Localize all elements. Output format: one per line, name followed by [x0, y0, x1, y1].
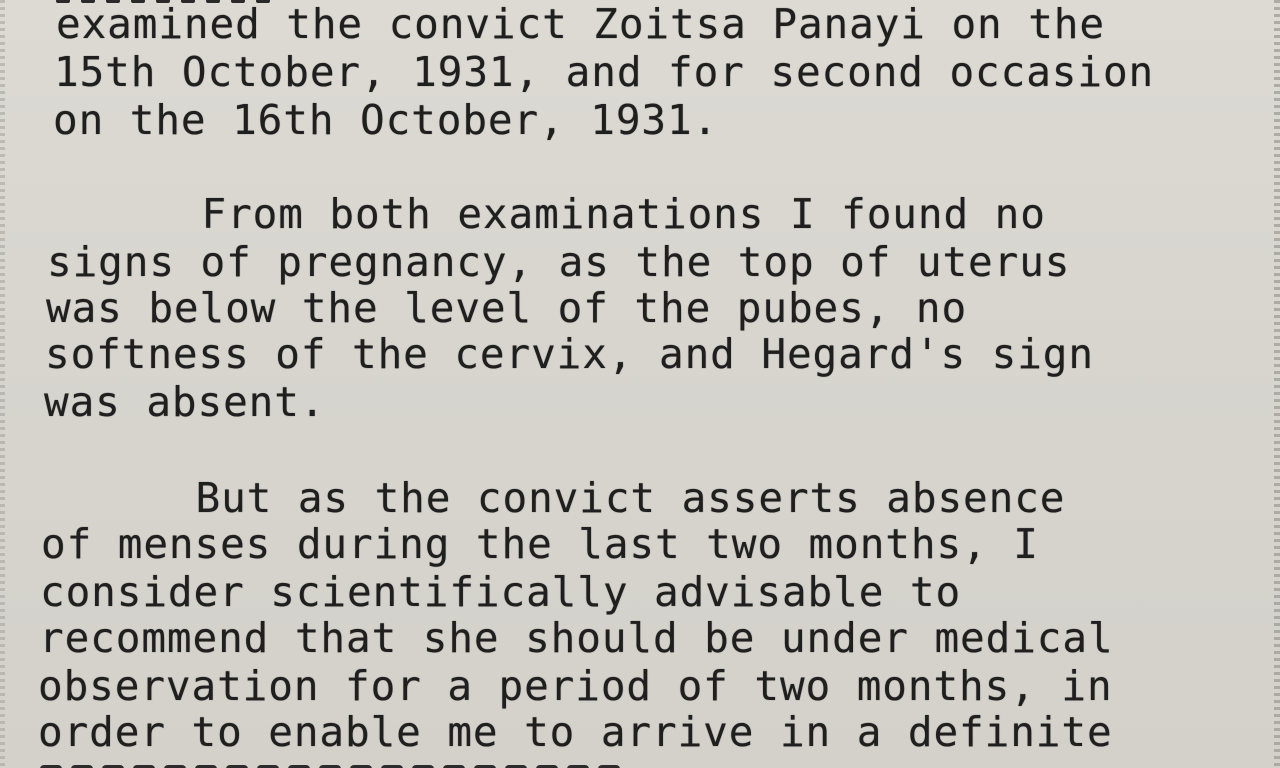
paragraph-2-line-4: softness of the cervix, and Hegard's sign [45, 330, 1094, 378]
paragraph-3-line-4: recommend that she should be under medical [39, 614, 1114, 662]
page-right-edge [1274, 0, 1280, 768]
paragraph-2-line-3: was below the level of the pubes, no [46, 284, 968, 332]
paragraph-2-line-2: signs of pregnancy, as the top of uterus [47, 238, 1071, 286]
paragraph-3-line-3: consider scientifically advisable to [40, 568, 962, 616]
page-left-edge [0, 0, 5, 768]
paragraph-2-line-1: From both examinations I found no [48, 190, 1046, 238]
paragraph-1-line-3: on the 16th October, 1931. [53, 96, 719, 144]
paragraph-1-line-2: 15th October, 1931, and for second occasion [54, 48, 1155, 96]
paragraph-3-line-2: of menses during the last two months, I [41, 520, 1039, 568]
paragraph-3-line-6: order to enable me to arrive in a definite [38, 708, 1113, 756]
cropped-next-line [40, 759, 740, 768]
paragraph-1-line-1: examined the convict Zoitsa Panayi on the [56, 0, 1105, 48]
paragraph-2-line-5: was absent. [44, 378, 326, 426]
paragraph-3-line-5: observation for a period of two months, in [38, 662, 1113, 710]
paragraph-3-line-1: But as the convict asserts absence [42, 474, 1066, 522]
